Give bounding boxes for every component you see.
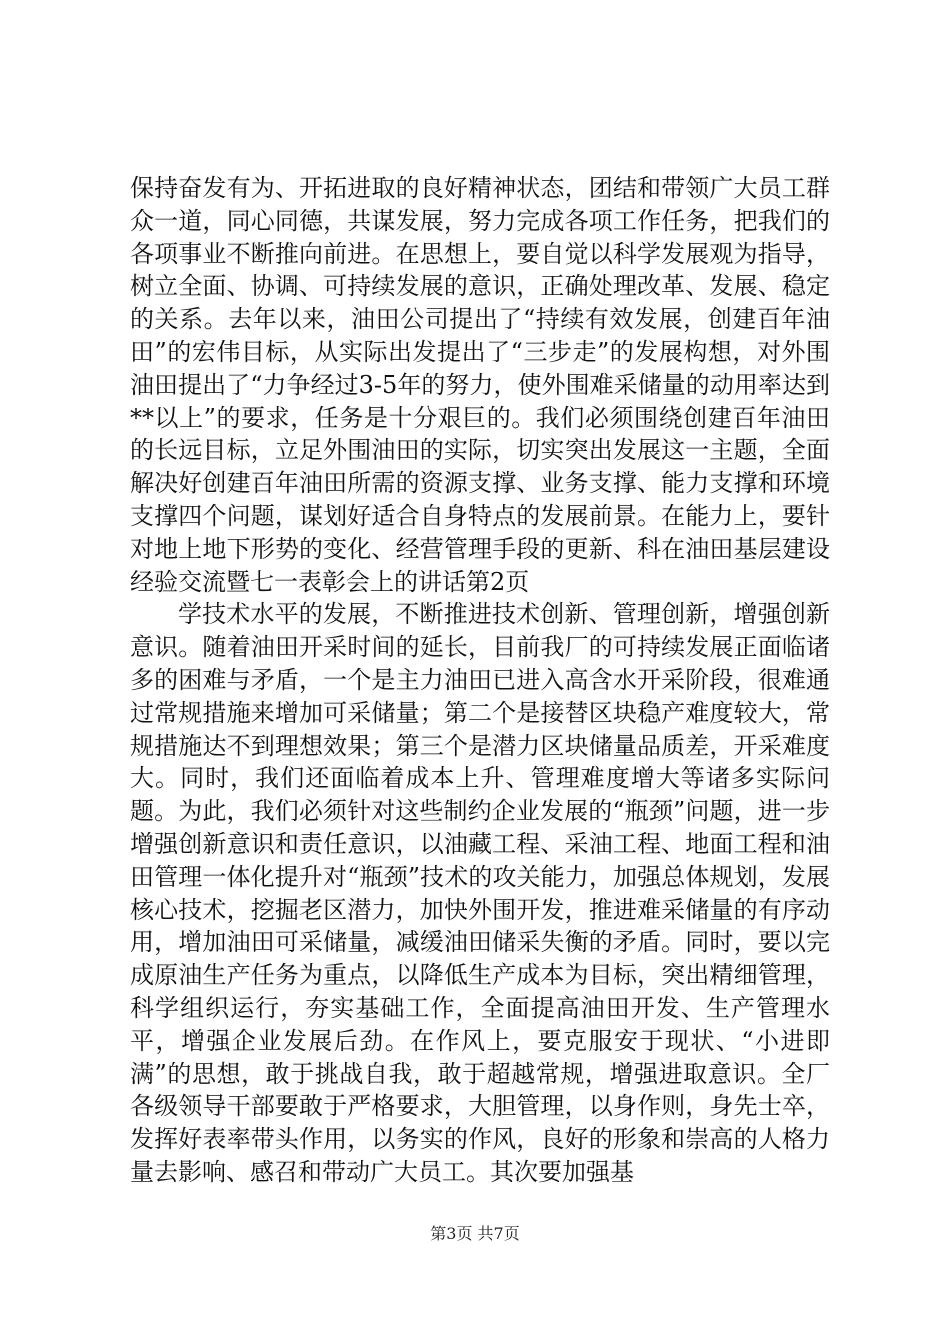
paragraph-1: 保持奋发有为、开拓进取的良好精神状态，团结和带领广大员工群众一道，同心同德，共谋发展，努力完成各项工作任务，把我们的各项事业不断推向前进。在思想上，要自觉以科学发展观为指导，树立全面、协调、可持续发展的意识，正确处理改革、发展、稳定的关系。去年以来，油田公司提出了“持续有效发展，创建百年油田”的宏伟目标，从实际出发提出了“三步走”的发展构想，对外围油田提出了“力争经过3-5年的努力，使外围难采储量的动用率达到**以上”的要求，任务是十分艰巨的。我们必须围绕创建百年油田的长远目标，立足外围油田的实际，切实突出发展这一主题，全面解决好创建百年油田所需的资源支撑、业务支撑、能力支撑和环境支撑四个问题，谋划好适合自身特点的发展前景。在能力上，要针对地上地下形势的变化、经营管理手段的更新、科在油田基层建设经验交流暨七一表彰会上的讲话第2页 [130, 174, 830, 596]
document-body [130, 172, 830, 1189]
page-number-footer: 第3页 共7页 [430, 1224, 520, 1243]
paragraph-2: 学技术水平的发展，不断推进技术创新、管理创新，增强创新意识。随着油田开采时间的延长，目前我厂的可持续发展正面临诸多的困难与矛盾，一个是主力油田已进入高含水开采阶段，很难通过常规措施来增加可采储量；第二个是接替区块稳产难度较大，常规措施达不到理想效果；第三个是潜力区块储量品质差，开采难度大。同时，我们还面临着成本上升、管理难度增大等诸多实际问题。为此，我们必须针对这些制约企业发展的“瓶颈”问题，进一步增强创新意识和责任意识，以油藏工程、采油工程、地面工程和油田管理一体化提升对“瓶颈”技术的攻关能力，加强总体规划，发展核心技术，挖掘老区潜力，加快外围开发，推进难采储量的有序动用，增加油田可采储量，减缓油田储采失衡的矛盾。同时，要以完成原油生产任务为重点，以降低生产成本为目标，突出精细管理，科学组织运行，夯实基础工作，全面提高油田开发、生产管理水平，增强企业发展后劲。在作风上，要克服安于现状、“小进即满”的思想，敢于挑战自我，敢于超越常规，增强进取意识。全厂各级领导干部要敢于严格要求，大胆管理，以身作则，身先士卒，发挥好表率带头作用，以务实的作风，良好的形象和崇高的人格力量去影响、感召和带动广大员工。其次要加强基 [130, 600, 830, 1186]
